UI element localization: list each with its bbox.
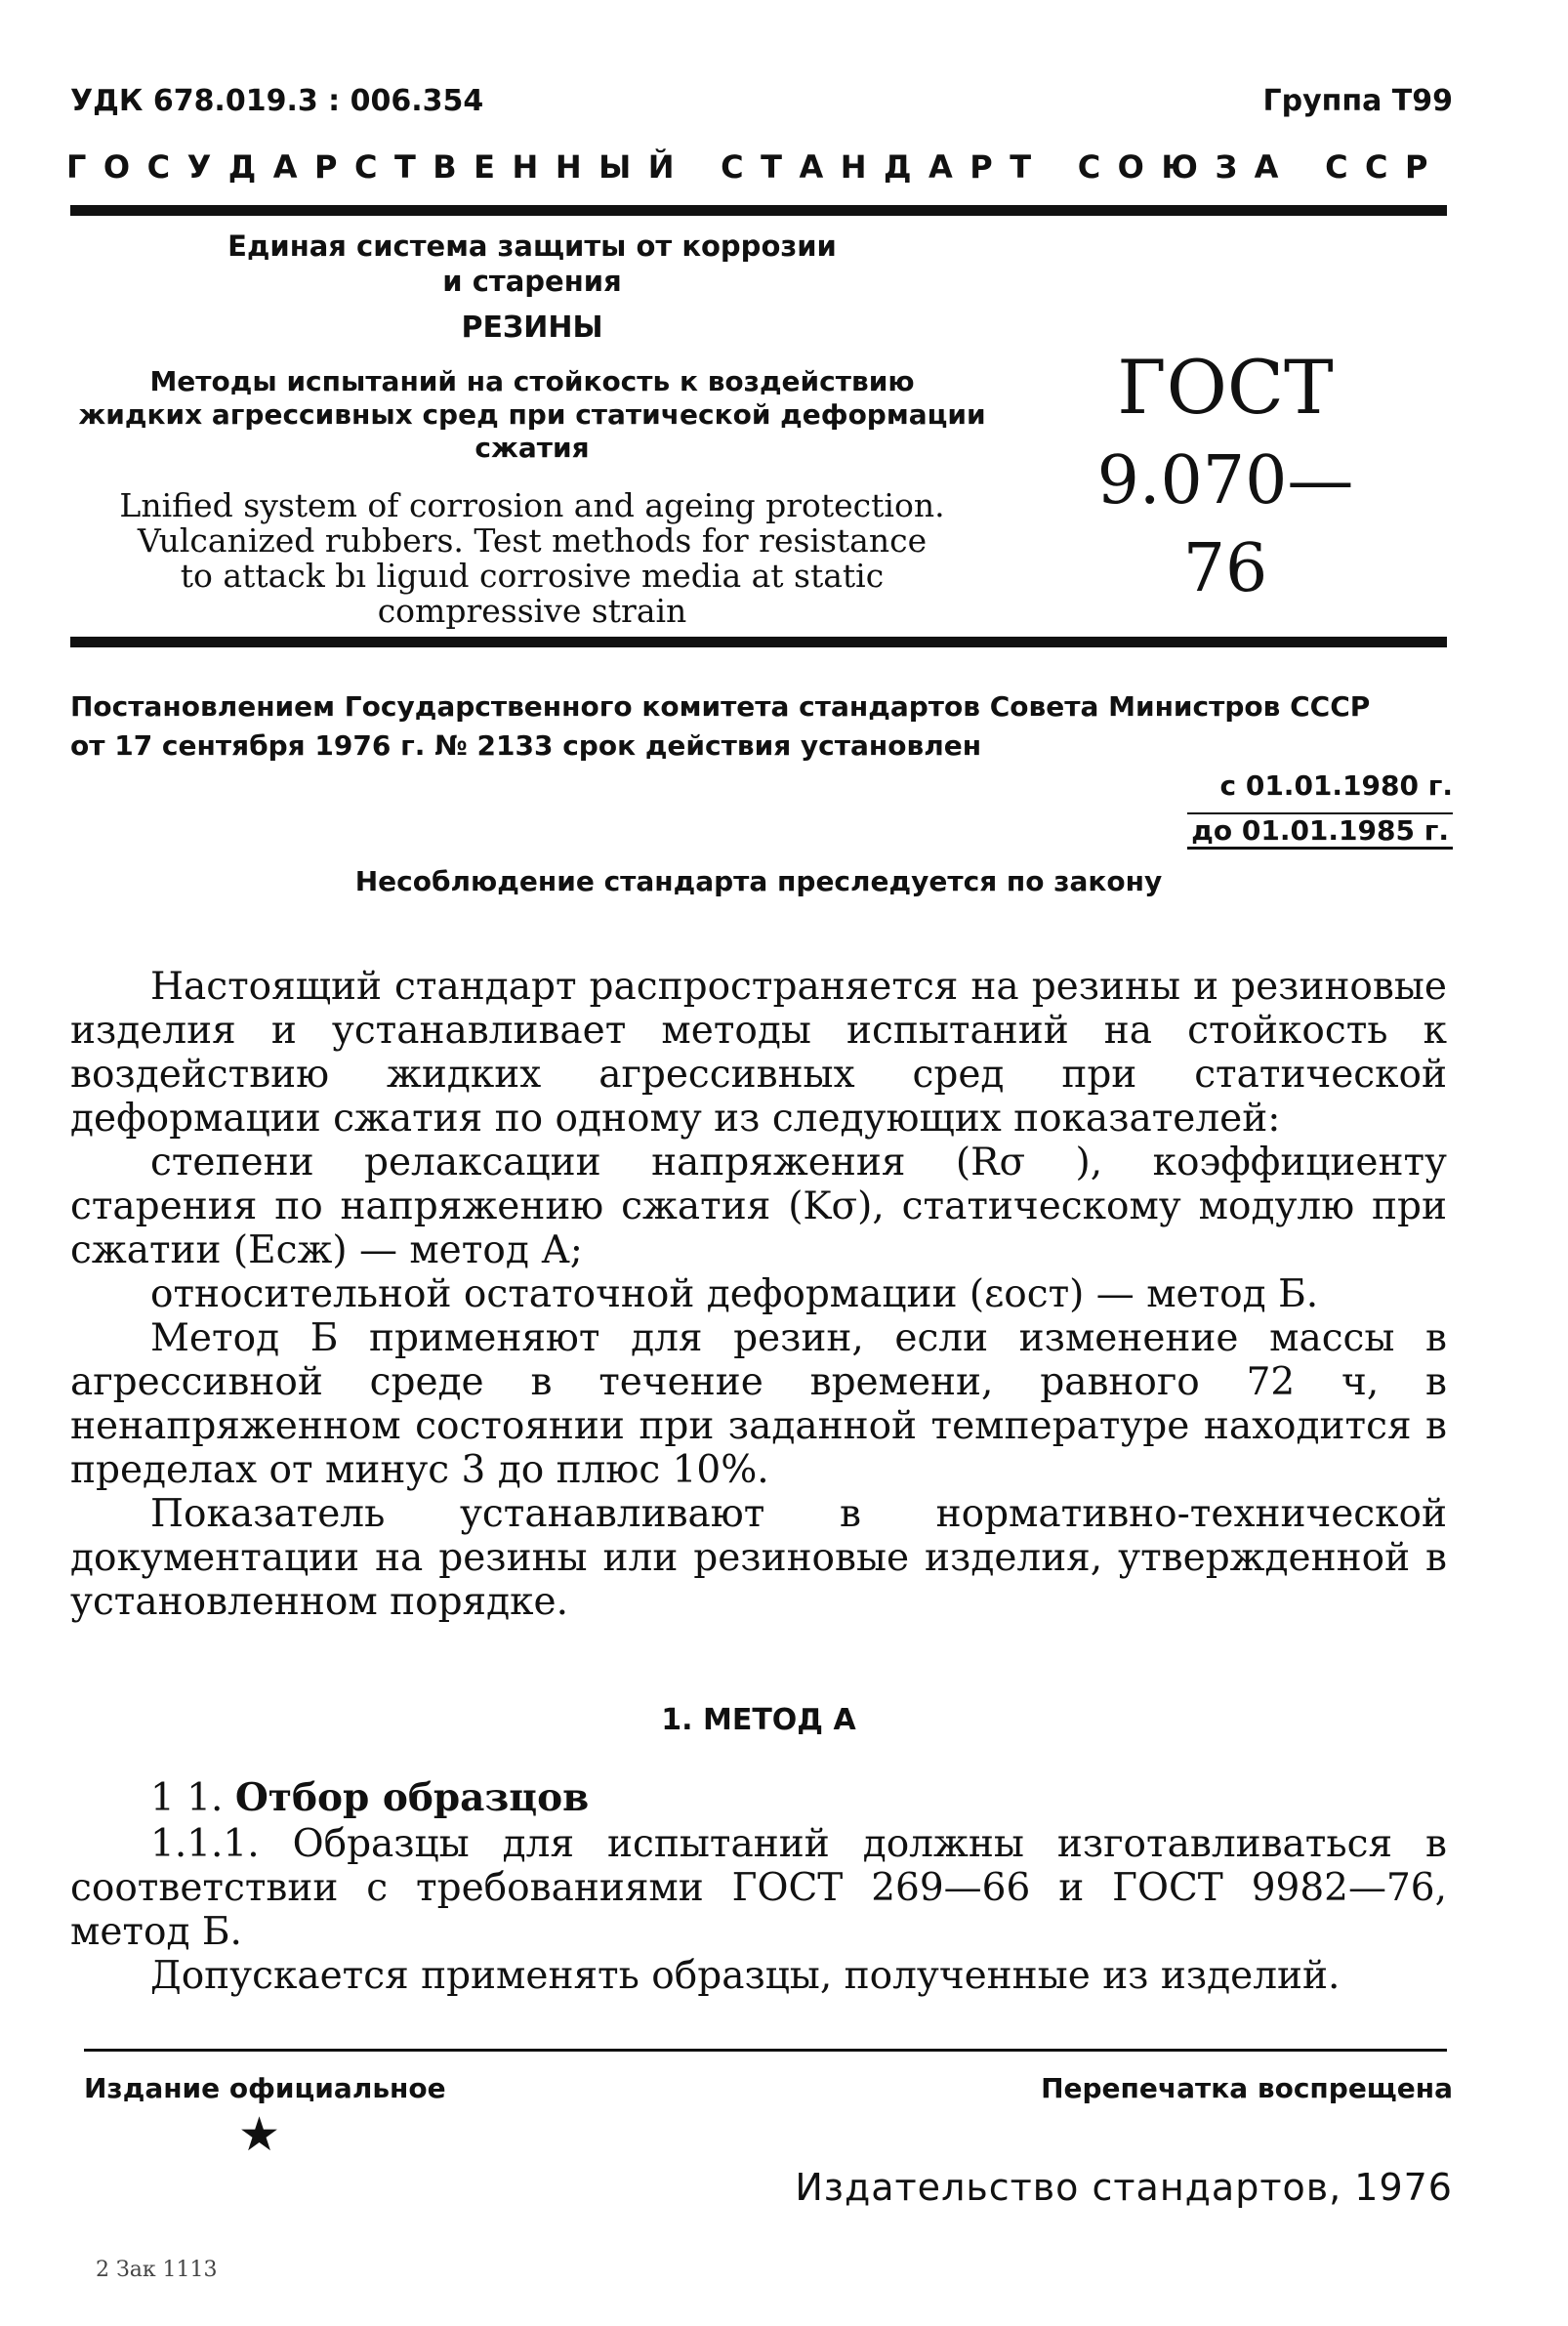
intro-para-3: относительной остаточной деформации (εост) — метод Б. [150, 1272, 1319, 1316]
date-to: до 01.01.1985 г. [1187, 812, 1453, 850]
section-text [70, 1822, 1447, 1998]
english-line-1: Lnified system of corrosion and ageing protection. [119, 486, 945, 524]
intro-para-5: Показатель устанавливают в нормативно-технической документации на резины или резиновые изделия, утвержденной в установленном порядке. [70, 1492, 1447, 1624]
system-line-1: Единая система защиты от коррозии [227, 229, 837, 263]
date-from: с 01.01.1980 г. [1219, 769, 1453, 802]
section-para-1: 1.1.1. Образцы для испытаний должны изготавливаться в соответствии с требованиями ГОСТ 269—66 и ГОСТ 9982—76, метод Б. [70, 1822, 1447, 1954]
title-rule [70, 637, 1447, 647]
system-line-2: и старения [442, 265, 622, 298]
state-word-1: ГОСУДАРСТВЕННЫЙ [66, 148, 692, 186]
methods-title [39, 365, 1025, 465]
decree-text [70, 687, 1447, 766]
intro-text [70, 965, 1447, 1624]
subsection-number: 1 1. [150, 1776, 224, 1820]
english-line-3: to attack bı liguıd corrosive media at static [180, 557, 885, 595]
footer-rule [84, 2049, 1447, 2052]
decree-line-1: Постановлением Государственного комитета стандартов Совета Министров СССР [70, 690, 1371, 723]
intro-para-1: Настоящий стандарт распространяется на резины и резиновые изделия и устанавливает методы испытаний на стойкость к воздействию жидких агрессивных сред при статической деформации сжатия по одному из следующих показателей: [70, 965, 1447, 1141]
methods-line-1: Методы испытаний на стойкость к воздействию [149, 365, 915, 397]
gost-label: ГОСТ [1117, 344, 1334, 431]
intro-para-4: Метод Б применяют для резин, если изменение массы в агрессивной среде в течение времени, равного 72 ч, в ненапряженном состоянии при заданной температуре находится в пределах от минус 3 до плюс 10%. [70, 1316, 1447, 1492]
english-line-4: compressive strain [377, 592, 687, 630]
material-title: РЕЗИНЫ [461, 311, 603, 345]
official-edition: Издание официальное [84, 2072, 446, 2104]
english-title [39, 488, 1025, 629]
gost-designation [1064, 344, 1386, 613]
state-word-3: СОЮЗА [1077, 148, 1296, 186]
group-code: Группа Т99 [1262, 84, 1453, 118]
law-notice: Несоблюдение стандарта преследуется по закону [354, 865, 1163, 897]
section-heading: 1. МЕТОД А [661, 1703, 856, 1737]
section-para-2: Допускается применять образцы, полученные из изделий. [150, 1954, 1341, 1998]
system-title [39, 228, 1025, 299]
subsection-title: Отбор образцов [234, 1775, 590, 1820]
intro-para-2: степени релаксации напряжения (Rσ ), коэффициенту старения по напряжению сжатия (Kσ), статическому модулю при сжатии (Eсж) — метод А; [70, 1141, 1447, 1272]
order-number: 2 Зак 1113 [96, 2258, 218, 2282]
methods-line-2: жидких агрессивных сред при статической деформации [78, 398, 986, 431]
validity-dates [1187, 764, 1453, 853]
methods-line-3: сжатия [475, 432, 590, 464]
header-rule [70, 205, 1447, 216]
subsection-heading [150, 1775, 589, 1820]
english-line-2: Vulcanized rubbers. Test methods for resistance [137, 521, 928, 560]
decree-line-2: от 17 сентября 1976 г. № 2133 срок действия установлен [70, 729, 982, 762]
state-word-4: ССР [1325, 148, 1445, 186]
gost-number: 9.070—76 [1096, 442, 1354, 607]
udk-code: УДК 678.019.3 : 006.354 [70, 84, 484, 118]
state-standard-line [66, 148, 1445, 186]
reprint-notice: Перепечатка воспрещена [1041, 2072, 1453, 2104]
star-icon: ★ [238, 2107, 281, 2162]
state-word-2: СТАНДАРТ [721, 148, 1049, 186]
publisher: Издательство стандартов, 1976 [795, 2166, 1453, 2209]
